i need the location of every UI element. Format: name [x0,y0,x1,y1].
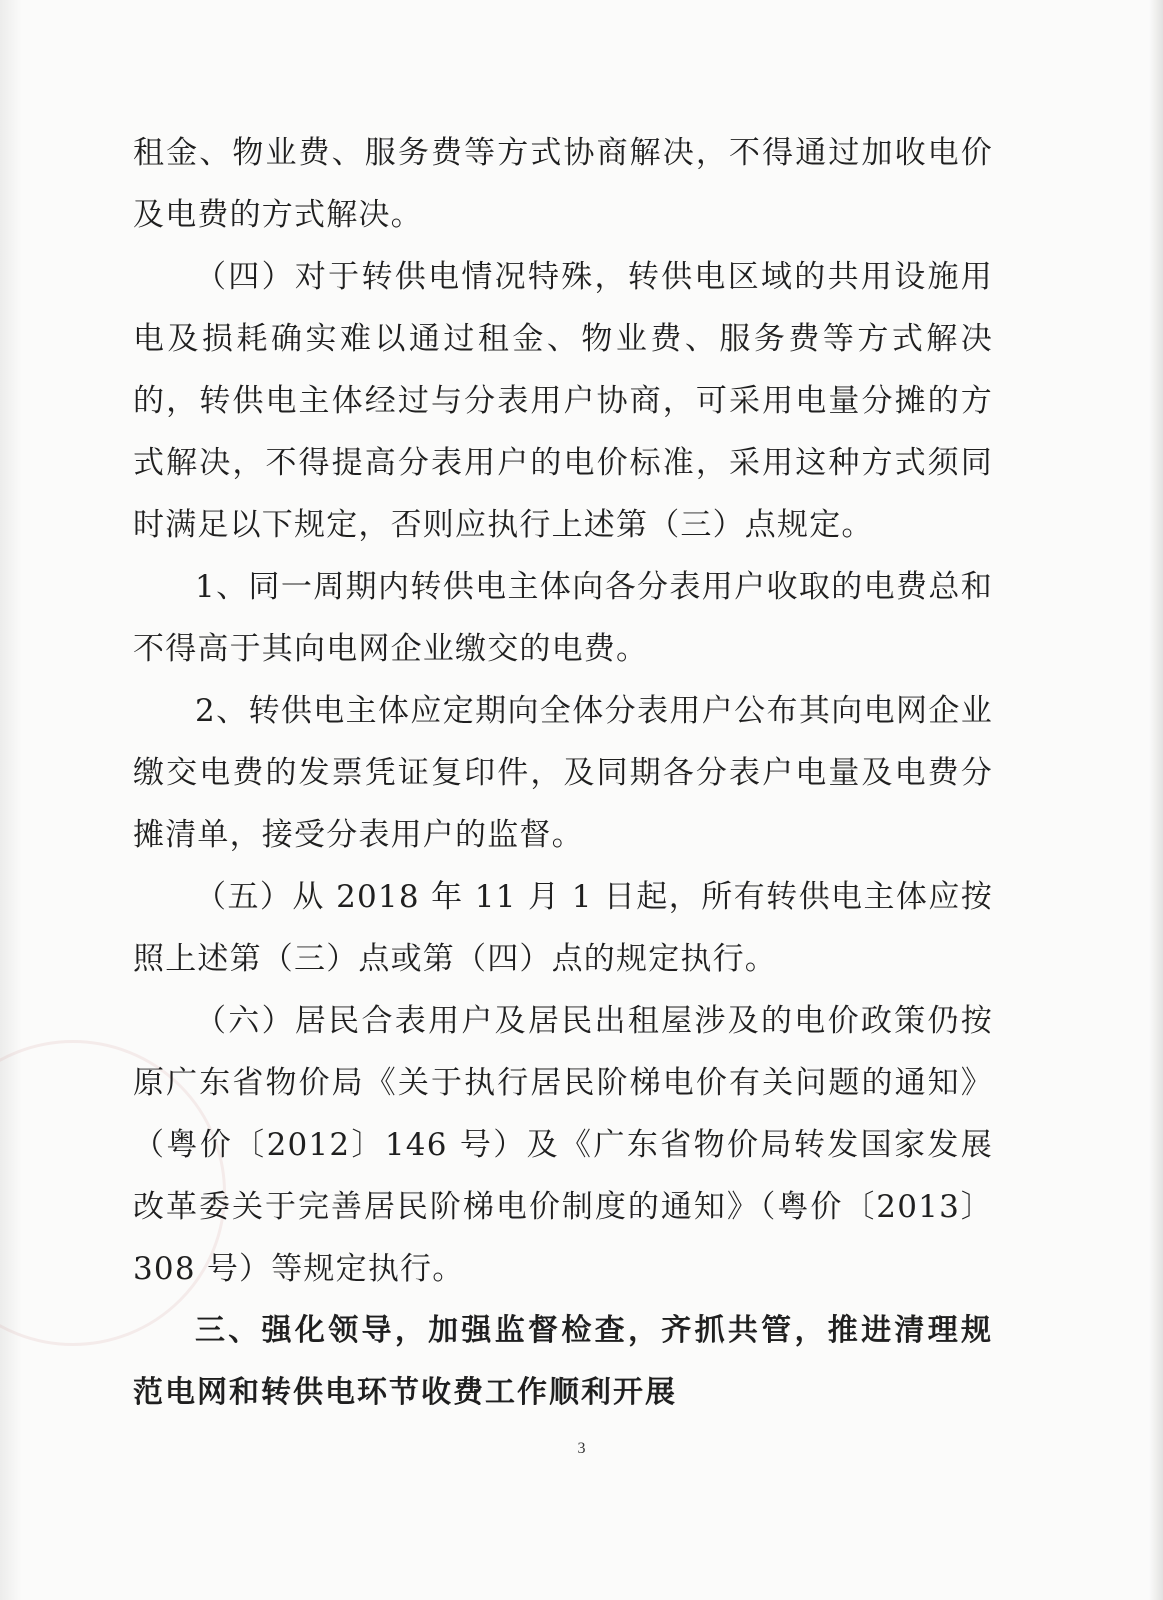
paragraph-subitem-1: 1、同一周期内转供电主体向各分表用户收取的电费总和不得高于其向电网企业缴交的电费。 [133,569,993,667]
paragraph-subitem-2: 2、转供电主体应定期向全体分表用户公布其向电网企业缴交电费的发票凭证复印件，及同期各分表户电量及电费分摊清单，接受分表用户的监督。 [133,693,993,853]
paragraph-item-5: （五）从 2018 年 11 月 1 日起，所有转供电主体应按照上述第（三）点或第（四）点的规定执行。 [133,879,993,977]
page-number: 3 [577,1440,586,1457]
scan-right-shadow [1149,0,1163,1600]
paragraph-continuation: 租金、物业费、服务费等方式协商解决，不得通过加收电价及电费的方式解决。 [133,135,993,233]
scan-left-shadow [0,0,22,1600]
section-heading-3: 三、强化领导，加强监督检查，齐抓共管，推进清理规范电网和转供电环节收费工作顺利开展 [133,1313,993,1410]
document-body [133,122,993,1424]
paragraph-item-6: （六）居民合表用户及居民出租屋涉及的电价政策仍按原广东省物价局《关于执行居民阶梯电价有关问题的通知》（粤价〔2012〕146 号）及《广东省物价局转发国家发展改革委关于完善居民阶梯电价制度的通知》（粤价〔2013〕308 号）等规定执行。 [133,1003,993,1287]
paragraph-item-4: （四）对于转供电情况特殊，转供电区域的共用设施用电及损耗确实难以通过租金、物业费、服务费等方式解决的，转供电主体经过与分表用户协商，可采用电量分摊的方式解决，不得提高分表用户的电价标准，采用这种方式须同时满足以下规定，否则应执行上述第（三）点规定。 [133,259,993,543]
